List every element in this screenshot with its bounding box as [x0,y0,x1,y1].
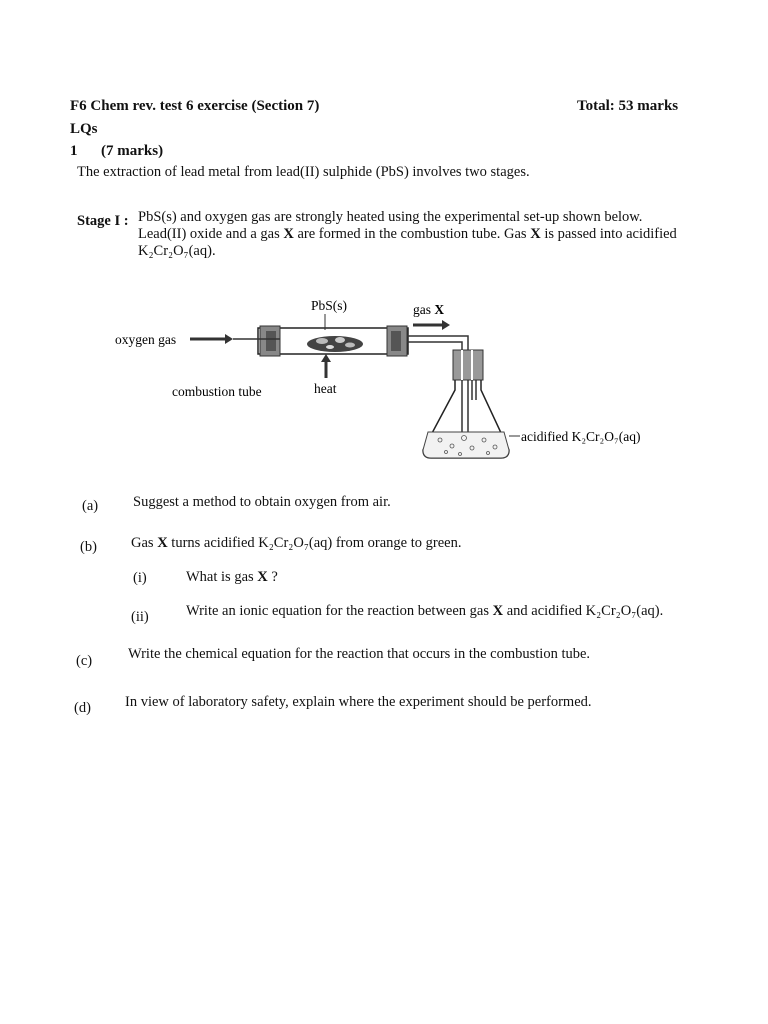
heat-arrow-icon [321,354,331,378]
question-b-i-label: (i) [133,570,147,586]
question-c-text: Write the chemical equation for the reaction that occurs in the combustion tube. [128,646,591,662]
conical-flask [423,350,520,458]
total-marks: Total: 53 marks [577,98,679,114]
heat-label: heat [314,381,337,396]
oxygen-gas-label: oxygen gas [115,332,177,347]
section-label: LQs [70,121,98,137]
stage-line-3: K₂Cr₂O₇(aq). [138,243,216,259]
stage-label: Stage I : [77,213,129,229]
question-b-label: (b) [80,539,97,555]
intro-text: The extraction of lead metal from lead(II) sulphide (PbS) involves two stages. [77,164,530,180]
question-marks: (7 marks) [101,143,164,159]
apparatus-diagram [100,290,680,470]
gas-x-label: gas X [413,302,445,317]
question-d-label: (d) [74,700,91,716]
question-b-ii-label: (ii) [131,609,149,625]
pbs-label: PbS(s) [311,298,348,313]
pbs-sample [307,314,363,352]
page-title: F6 Chem rev. test 6 exercise (Section 7) [70,98,320,114]
stage-line-2: Lead(II) oxide and a gas X are formed in the combustion tube. Gas X is passed into acidified [138,226,677,242]
flask-label: acidified K₂Cr₂O₇(aq) [521,429,641,444]
question-b-ii-text: Write an ionic equation for the reaction between gas X and acidified K₂Cr₂O₇(aq). [186,603,664,619]
oxygen-inlet-arrow-icon [190,334,233,344]
combustion-tube-label: combustion tube [172,384,262,399]
question-a-text: Suggest a method to obtain oxygen from air. [133,494,391,510]
stage-line-1: PbS(s) and oxygen gas are strongly heated using the experimental set-up shown below. [138,209,643,225]
question-d-text: In view of laboratory safety, explain where the experiment should be performed. [125,694,592,710]
question-number: 1 [70,143,78,159]
question-b-text: Gas X turns acidified K₂Cr₂O₇(aq) from orange to green. [131,535,462,551]
question-c-label: (c) [76,653,93,669]
question-a-label: (a) [82,498,99,514]
question-b-i-text: What is gas X ? [186,569,278,585]
gas-flow-arrow-icon [413,320,450,330]
